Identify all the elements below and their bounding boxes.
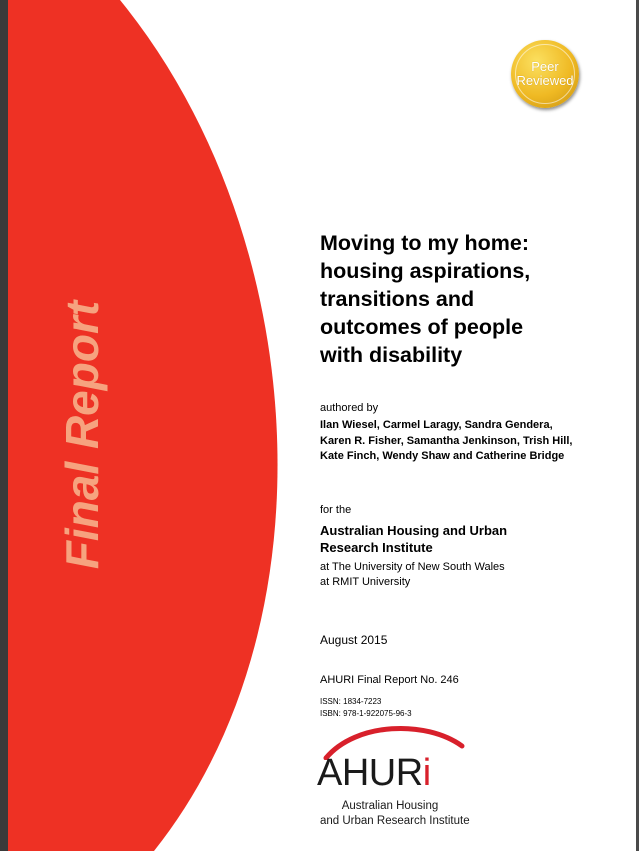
title-line: with disability <box>320 343 463 367</box>
title-line: housing aspirations, <box>320 259 531 283</box>
authors-line: Karen R. Fisher, Samantha Jenkinson, Trish Hill, <box>320 434 573 447</box>
final-report-label: Final Report <box>56 300 108 570</box>
isbn-line: ISBN: 978-1-922075-96-3 <box>320 709 412 718</box>
logo-word-accent: i <box>422 752 431 794</box>
for-the-label: for the <box>320 504 352 516</box>
logo-sub-line: Australian Housing <box>341 800 439 812</box>
institute-line: Research Institute <box>320 540 433 555</box>
logo-word-main: AHUR <box>317 752 423 794</box>
title-line: Moving to my home: <box>320 231 530 255</box>
authors-line: Ilan Wiesel, Carmel Laragy, Sandra Gendera, <box>320 419 553 431</box>
university-line: at The University of New South Wales <box>320 561 505 573</box>
authors-line: Kate Finch, Wendy Shaw and Catherine Bridge <box>320 450 565 462</box>
report-number: AHURI Final Report No. 246 <box>320 674 459 686</box>
page-left-frame <box>0 0 8 851</box>
institute-line: Australian Housing and Urban <box>320 523 508 538</box>
title-line: outcomes of people <box>320 315 524 339</box>
title-line: transitions and <box>320 287 475 311</box>
authors-list <box>320 418 630 465</box>
authored-by-label: authored by <box>320 402 379 414</box>
ahuri-logo-wordmark <box>317 753 431 793</box>
peer-reviewed-badge <box>511 40 579 108</box>
institute-name <box>320 522 507 556</box>
university-line: at RMIT University <box>320 576 411 588</box>
report-title <box>320 229 620 369</box>
badge-line-1: Peer <box>531 59 559 74</box>
badge-ring <box>515 44 575 104</box>
badge-line-2: Reviewed <box>516 73 574 88</box>
publication-date: August 2015 <box>320 633 388 647</box>
issn-line: ISSN: 1834-7223 <box>320 697 382 706</box>
logo-sub-line: and Urban Research Institute <box>320 815 470 827</box>
red-semicircle-shape <box>8 0 298 851</box>
ahuri-logo-subtitle <box>320 799 470 829</box>
